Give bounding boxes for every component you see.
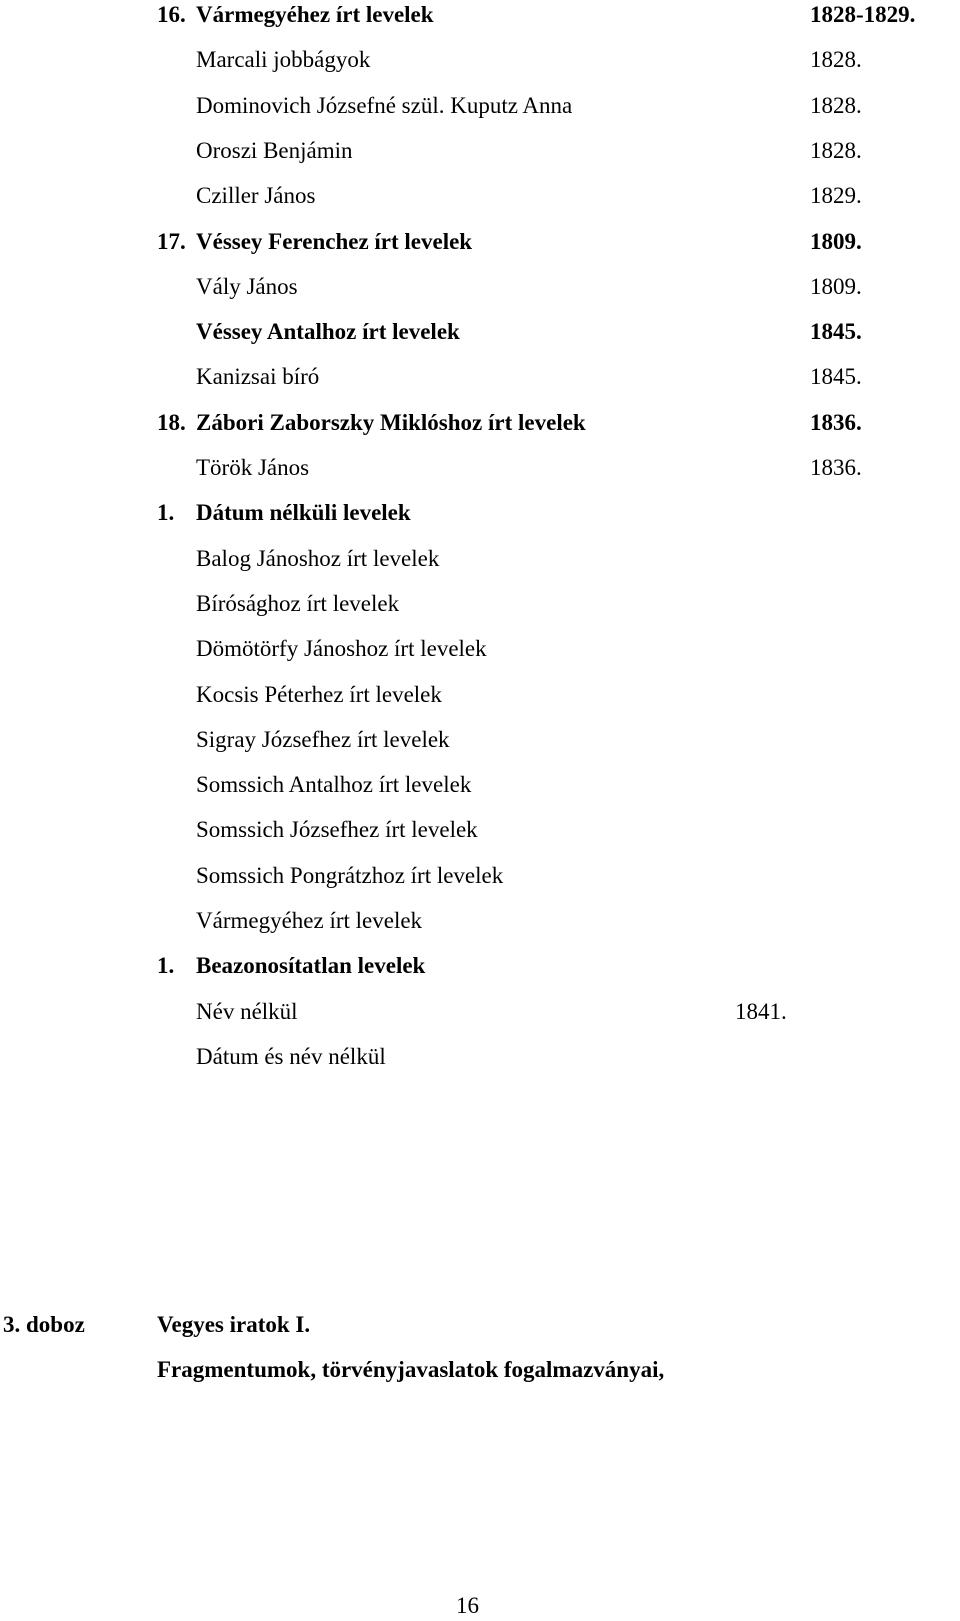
entry-text: Cziller János [196,183,316,208]
entry-number: 1. [157,953,175,978]
entry-text: Zábori Zaborszky Miklóshoz írt levelek [196,410,586,435]
entry-text: Véssey Antalhoz írt levelek [196,319,460,344]
entry-text: Somssich Antalhoz írt levelek [196,772,472,797]
entry-row [0,227,960,257]
entry-date: 1828. [810,47,862,72]
entry-text: Török János [196,455,310,480]
entry-text: Vármegyéhez írt levelek [196,2,434,27]
entry-text: Somssich Pongrátzhoz írt levelek [196,863,504,888]
entry-row [0,317,960,347]
entry-row [0,589,960,619]
entry-row [0,498,960,528]
entry-row [0,680,960,710]
entry-text: Név nélkül [196,999,298,1024]
entry-number: 16. [157,2,186,27]
entry-row [0,453,960,483]
entry-date: 1841. [735,999,787,1024]
entry-text: Véssey Ferenchez írt levelek [196,229,473,254]
entry-row [0,136,960,166]
entry-row [0,544,960,574]
entry-row [0,770,960,800]
entry-row [0,634,960,664]
box-subtitle: Fragmentumok, törvényjavaslatok fogalmazványai, [157,1357,665,1382]
entry-row [0,408,960,438]
entry-text: Marcali jobbágyok [196,47,371,72]
entry-text: Vármegyéhez írt levelek [196,908,423,933]
entry-row [0,272,960,302]
entry-text: Dömötörfy Jánoshoz írt levelek [196,636,487,661]
box-label: 3. doboz [3,1312,85,1337]
entry-text: Oroszi Benjámin [196,138,353,163]
entry-row [0,1042,960,1072]
entry-date: 1828-1829. [810,2,916,27]
entry-number: 17. [157,229,186,254]
entry-row [0,997,960,1027]
entry-row [0,91,960,121]
entry-text: Balog Jánoshoz írt levelek [196,546,440,571]
box-title: Vegyes iratok I. [157,1312,311,1337]
entry-text: Kocsis Péterhez írt levelek [196,682,442,707]
entry-date: 1845. [810,319,862,344]
entry-row [0,45,960,75]
entry-row [0,725,960,755]
entry-row [0,362,960,392]
entry-number: 18. [157,410,186,435]
entry-date: 1845. [810,364,862,389]
entry-date: 1836. [810,455,862,480]
box-subtitle-row [0,1355,960,1385]
entry-row [0,906,960,936]
entry-text: Dátum és név nélkül [196,1044,386,1069]
entry-text: Sigray Józsefhez írt levelek [196,727,450,752]
entry-number: 1. [157,500,175,525]
entry-date: 1828. [810,93,862,118]
entry-text: Bírósághoz írt levelek [196,591,400,616]
entry-date: 1809. [810,229,862,254]
entry-text: Dátum nélküli levelek [196,500,411,525]
entry-text: Kanizsai bíró [196,364,320,389]
entry-row [0,181,960,211]
entry-text: Beazonosítatlan levelek [196,953,426,978]
entry-date: 1829. [810,183,862,208]
entry-row [0,951,960,981]
entry-row [0,815,960,845]
entry-row [0,861,960,891]
entry-date: 1828. [810,138,862,163]
page-number: 16 [456,1593,479,1618]
box-heading [0,1310,960,1340]
entry-date: 1809. [810,274,862,299]
entry-row [0,0,960,30]
entry-text: Somssich Józsefhez írt levelek [196,817,478,842]
entry-text: Vály János [196,274,298,299]
entry-text: Dominovich Józsefné szül. Kuputz Anna [196,93,573,118]
entry-date: 1836. [810,410,862,435]
